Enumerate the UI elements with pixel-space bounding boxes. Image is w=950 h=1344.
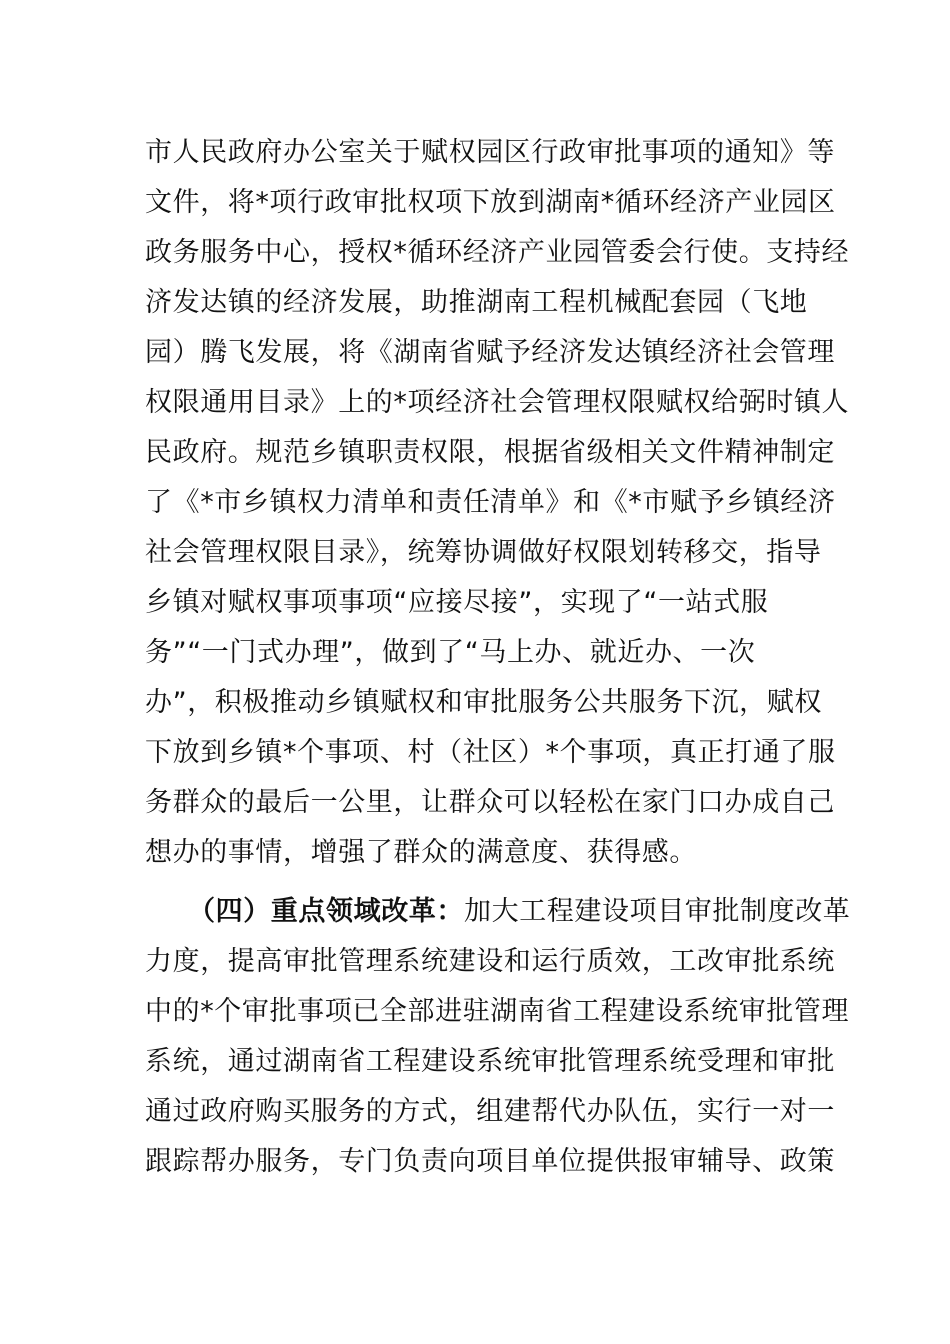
paragraph-line: 园）腾飞发展，将《湖南省赋予经济发达镇经济社会管理 [145, 337, 835, 368]
paragraph-line: 社会管理权限目录》，统筹协调做好权限划转移交，指导 [145, 537, 822, 568]
paragraph-line: 办”，积极推动乡镇赋权和审批服务公共服务下沉，赋权 [145, 687, 822, 718]
paragraph-line: 务”“一门式办理”，做到了“马上办、就近办、一次 [145, 637, 756, 668]
paragraph-line: 文件，将*项行政审批权项下放到湖南*循环经济产业园区 [145, 187, 836, 218]
paragraph-line: 通过政府购买服务的方式，组建帮代办队伍，实行一对一 [145, 1096, 835, 1127]
paragraph-1 [145, 128, 850, 878]
section-heading: （四）重点领域改革： [188, 896, 464, 927]
paragraph-line: 乡镇对赋权事项事项“应接尽接”，实现了“一站式服 [145, 587, 769, 618]
paragraph-line: 济发达镇的经济发展，助推湖南工程机械配套园（飞地 [145, 287, 808, 318]
paragraph-line: 下放到乡镇*个事项、村（社区）*个事项，真正打通了服 [145, 737, 836, 768]
paragraph-line: 权限通用目录》上的*项经济社会管理权限赋权给弼时镇人 [145, 387, 850, 418]
paragraph-line: 市人民政府办公室关于赋权园区行政审批事项的通知》等 [145, 137, 835, 168]
paragraph-line: 想办的事情，增强了群众的满意度、获得感。 [145, 837, 697, 868]
paragraph-line: 中的*个审批事项已全部进驻湖南省工程建设系统审批管理 [145, 996, 850, 1027]
paragraph-line: 系统，通过湖南省工程建设系统审批管理系统受理和审批 [145, 1046, 835, 1077]
paragraph-2 [145, 887, 851, 1187]
paragraph-line: 力度，提高审批管理系统建设和运行质效，工改审批系统 [145, 946, 835, 977]
paragraph-line: 政务服务中心，授权*循环经济产业园管委会行使。支持经 [145, 237, 850, 268]
paragraph-line: 民政府。规范乡镇职责权限，根据省级相关文件精神制定 [145, 437, 835, 468]
paragraph-first-line [145, 887, 851, 937]
paragraph-line: 务群众的最后一公里，让群众可以轻松在家门口办成自己 [145, 787, 835, 818]
paragraph-line: 了《*市乡镇权力清单和责任清单》和《*市赋予乡镇经济 [145, 487, 836, 518]
heading-line-text: 加大工程建设项目审批制度改革 [464, 896, 851, 927]
paragraph-line: 跟踪帮办服务，专门负责向项目单位提供报审辅导、政策 [145, 1146, 835, 1177]
